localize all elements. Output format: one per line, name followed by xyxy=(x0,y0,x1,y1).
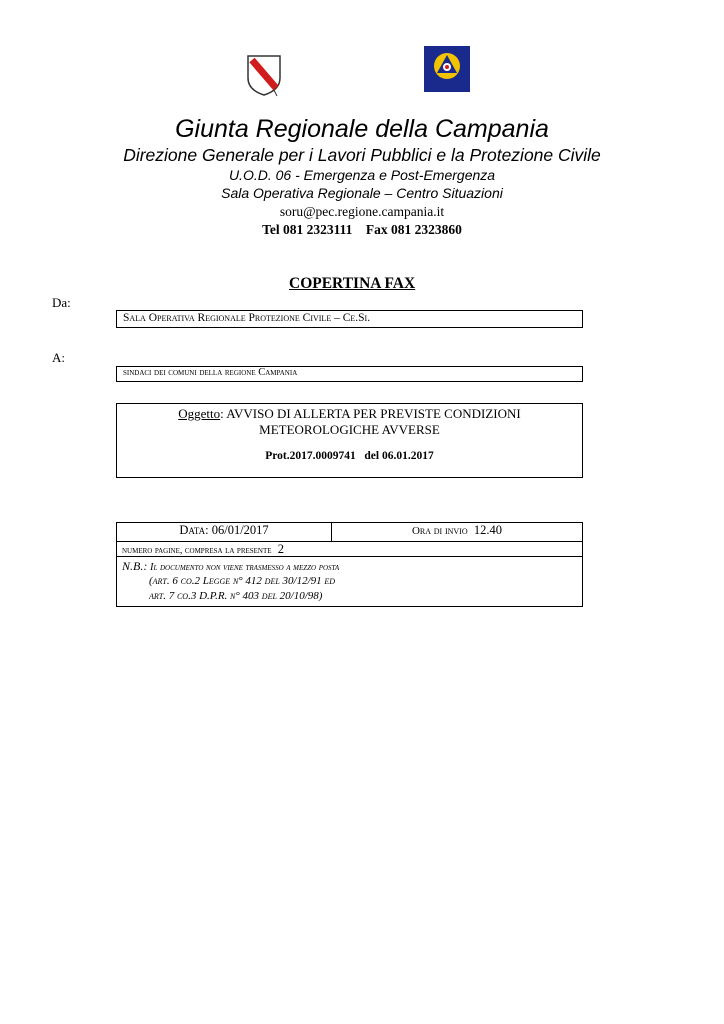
a-label: A: xyxy=(52,350,65,365)
prot-number: Prot.2017.0009741 del 06.01.2017 xyxy=(265,450,434,462)
oggetto-box xyxy=(116,403,583,478)
data-value: 06/01/2017 xyxy=(208,523,269,537)
da-value: Sala Operativa Regionale Protezione Civile – Ce.Si. xyxy=(123,312,371,324)
ref-line1: (art. 6 co.2 Legge n° 412 del 30/12/91 ed xyxy=(149,575,336,587)
da-field xyxy=(116,310,583,328)
oggetto-label: Oggetto xyxy=(178,406,221,421)
da-label: Da: xyxy=(52,295,71,310)
data-cell xyxy=(117,523,332,542)
oggetto-line1 xyxy=(117,406,582,422)
oggetto-line2: METEOROLOGICHE AVVERSE xyxy=(259,422,440,437)
a-value: sindaci dei comuni della regione Campania xyxy=(123,367,298,378)
a-field xyxy=(116,366,583,382)
header-email: soru@pec.regione.campania.it xyxy=(279,204,445,219)
pagine-cell xyxy=(117,542,582,557)
ora-cell xyxy=(332,523,582,542)
fax-heading: COPERTINA FAX xyxy=(289,275,416,292)
nb-text: Il documento non viene trasmesso a mezzo posta xyxy=(147,562,340,573)
details-table xyxy=(116,522,583,607)
data-label: Data: xyxy=(179,523,209,537)
pagine-label: numero pagine, compresa la presente xyxy=(122,545,272,556)
header-phones: Tel 081 2323111 Fax 081 2323860 xyxy=(262,222,462,237)
oggetto-text1: : AVVISO DI ALLERTA PER PREVISTE CONDIZIONI xyxy=(220,406,521,421)
header-sala: Sala Operativa Regionale – Centro Situazioni xyxy=(221,185,503,201)
header-direzione: Direzione Generale per i Lavori Pubblici e la Protezione Civile xyxy=(123,145,601,165)
header-title: Giunta Regionale della Campania xyxy=(175,115,549,143)
header-uod: U.O.D. 06 - Emergenza e Post-Emergenza xyxy=(228,167,496,183)
pagine-value: 2 xyxy=(271,542,285,556)
nb-label: N.B.: xyxy=(122,559,148,573)
protezione-civile-logo-icon xyxy=(424,46,470,92)
nb-line xyxy=(122,559,339,574)
campania-coat-of-arms-icon xyxy=(244,52,284,98)
ref-line2: art. 7 co.3 D.P.R. n° 403 del 20/10/98) xyxy=(149,590,323,602)
ora-value: 12.40 xyxy=(467,523,503,537)
ora-label: Ora di invio xyxy=(411,525,468,537)
